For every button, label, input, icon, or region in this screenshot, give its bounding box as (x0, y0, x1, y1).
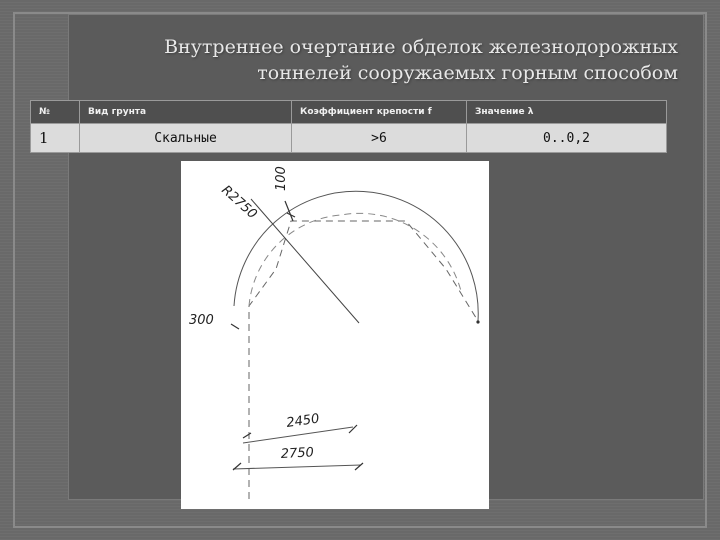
tunnel-profile-drawing (181, 161, 489, 509)
table-row (31, 124, 667, 153)
soil-table (30, 100, 667, 153)
side-tick (231, 324, 239, 329)
header-lambda-value: Значение λ (467, 101, 667, 124)
header-soil-type: Вид грунта (80, 101, 292, 124)
outer-width-tick-right (355, 463, 363, 470)
cell-lambda-value: 0..0,2 (467, 124, 667, 153)
radius-label: R2750 (218, 182, 260, 223)
radius-leader-line (251, 199, 359, 323)
inner-width-tick-right (349, 425, 357, 433)
slide-title (90, 34, 678, 86)
inner-arch-dashed (249, 213, 461, 306)
header-number: № (31, 101, 80, 124)
side-offset-label: 300 (189, 313, 214, 328)
slide-title-line-1: Внутреннее очертание обделок железнодорожных (164, 36, 678, 58)
top-offset-label: 100 (274, 166, 289, 191)
inner-width-tick-left (243, 433, 251, 438)
inner-width-label: 2450 (285, 411, 321, 431)
outer-width-dim-line (233, 465, 361, 469)
header-strength-coefficient: Коэффициент крепости f (292, 101, 467, 124)
end-point (476, 320, 479, 323)
outer-arch-line (234, 191, 478, 321)
cell-number: 1 (31, 124, 80, 153)
cell-strength-coefficient: >6 (292, 124, 467, 153)
cell-soil-type: Скальные (80, 124, 292, 153)
table-header-row (31, 101, 667, 124)
outer-width-label: 2750 (280, 445, 315, 462)
tunnel-profile-svg (181, 161, 489, 509)
slide-title-line-2: тоннелей сооружаемых горным способом (257, 62, 678, 84)
top-tick (285, 201, 293, 221)
